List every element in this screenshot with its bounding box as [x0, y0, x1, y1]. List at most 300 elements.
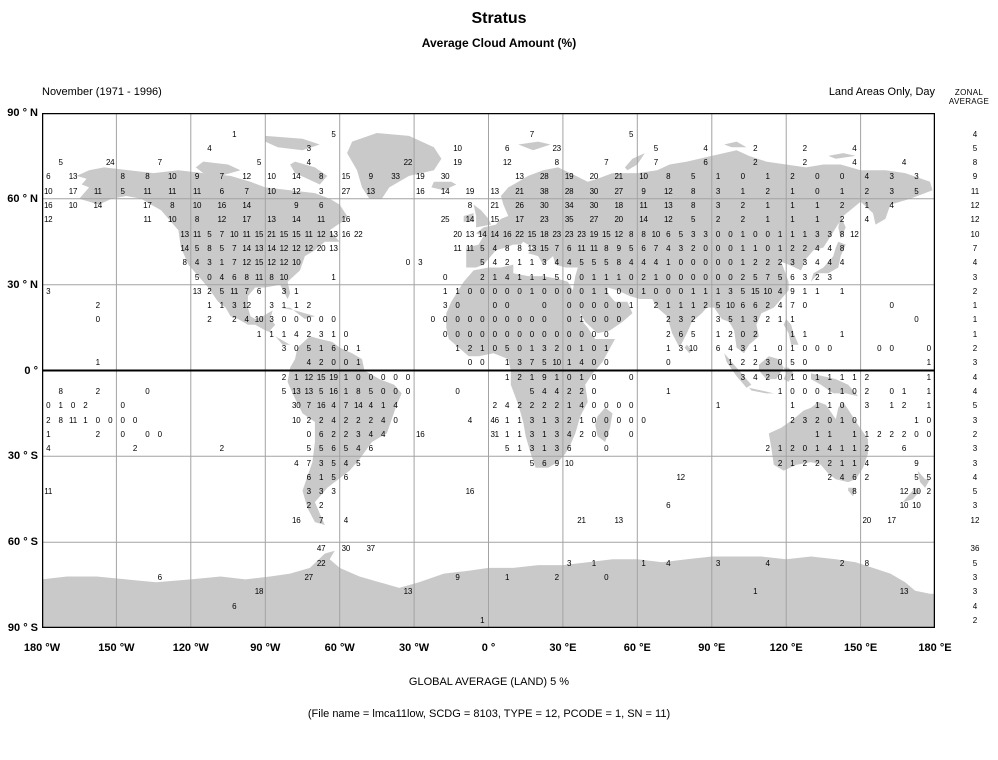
grid-value: 1: [790, 372, 795, 382]
grid-value: 30: [440, 172, 450, 182]
grid-value: 2: [815, 458, 820, 468]
grid-value: 6: [666, 229, 671, 239]
grid-value: 1: [790, 458, 795, 468]
grid-value: 3: [802, 415, 807, 425]
grid-value: 2: [306, 501, 311, 511]
grid-value: 2: [542, 401, 547, 411]
grid-value: 11: [193, 186, 201, 196]
grid-value: 5: [194, 272, 200, 282]
grid-value: 20: [614, 215, 623, 225]
grid-value: 23: [577, 229, 586, 239]
grid-value: 1: [728, 358, 733, 368]
grid-value: 6: [678, 329, 683, 339]
grid-value: 6: [901, 444, 907, 454]
grid-value: 2: [517, 372, 522, 382]
grid-value: 1: [579, 415, 584, 425]
grid-value: 5: [678, 229, 683, 239]
grid-value: 15: [527, 229, 537, 239]
grid-value: 1: [740, 186, 745, 196]
grid-value: 0: [356, 372, 361, 382]
grid-value: 0: [467, 315, 473, 325]
grid-value: 37: [366, 544, 375, 554]
grid-value: 0: [591, 301, 597, 311]
grid-value: 4: [331, 401, 336, 411]
grid-value: 5: [504, 444, 510, 454]
grid-value: 35: [564, 215, 574, 225]
grid-value: 2: [740, 272, 745, 282]
grid-value: 16: [341, 215, 351, 225]
grid-value: 0: [529, 315, 535, 325]
grid-value: 3: [740, 344, 745, 353]
grid-value: 6: [715, 344, 721, 353]
grid-value: 11: [465, 243, 474, 253]
grid-value: 17: [68, 186, 78, 196]
grid-value: 6: [318, 201, 324, 210]
longitude-tick-label: 60 °W: [324, 642, 355, 654]
grid-value: 2: [864, 387, 869, 396]
grid-value: 0: [889, 301, 894, 311]
grid-value: 5: [604, 258, 609, 268]
grid-value: 12: [242, 301, 251, 311]
grid-value: 1: [926, 387, 931, 396]
grid-value: 8: [517, 243, 522, 253]
grid-value: 0: [442, 272, 448, 282]
grid-value: 2: [554, 401, 559, 411]
grid-value: 1: [852, 458, 857, 468]
grid-value: 1: [331, 272, 336, 282]
grid-value: 27: [589, 215, 599, 225]
grid-value: 9: [455, 572, 460, 582]
grid-value: 5: [740, 286, 745, 296]
zonal-average-value: 3: [972, 358, 978, 368]
grid-value: 1: [604, 344, 609, 353]
grid-value: 2: [790, 415, 795, 425]
grid-value: 4: [777, 301, 783, 311]
grid-value: 4: [46, 444, 51, 454]
grid-value: 4: [889, 201, 894, 210]
zonal-average-value: 5: [972, 143, 978, 153]
grid-value: 4: [864, 458, 869, 468]
grid-value: 3: [281, 344, 287, 353]
grid-value: 16: [502, 229, 512, 239]
grid-value: 3: [318, 329, 324, 339]
grid-value: 1: [815, 215, 820, 225]
grid-value: 5: [579, 258, 584, 268]
grid-value: 1: [777, 444, 783, 454]
grid-value: 3: [715, 315, 721, 325]
grid-value: 1: [616, 272, 621, 282]
grid-value: 4: [294, 329, 299, 339]
grid-value: 1: [790, 215, 795, 225]
grid-value: 4: [306, 158, 311, 168]
grid-value: 0: [604, 444, 609, 454]
grid-value: 2: [839, 215, 845, 225]
grid-value: 5: [653, 143, 659, 153]
grid-value: 4: [728, 344, 733, 353]
grid-value: 0: [455, 301, 460, 311]
grid-value: 7: [529, 358, 535, 368]
grid-value: 4: [777, 286, 783, 296]
grid-value: 11: [44, 487, 53, 497]
grid-value: 5: [331, 129, 336, 139]
grid-value: 1: [740, 243, 745, 253]
grid-value: 3: [715, 201, 721, 210]
grid-value: 3: [554, 429, 559, 439]
zonal-average-value: 10: [970, 229, 980, 239]
grid-value: 5: [281, 387, 287, 396]
longitude-tick-label: 120 °W: [172, 642, 209, 654]
grid-value: 1: [815, 429, 820, 439]
grid-value: 9: [294, 201, 299, 210]
grid-value: 30: [589, 186, 599, 196]
grid-value: 23: [564, 229, 574, 239]
grid-value: 1: [777, 229, 783, 239]
grid-value: 4: [343, 515, 349, 525]
grid-value: 0: [715, 272, 721, 282]
grid-value: 0: [120, 415, 125, 425]
grid-value: 3: [914, 172, 919, 182]
grid-value: 15: [279, 229, 289, 239]
grid-value: 8: [554, 158, 559, 168]
grid-value: 6: [566, 444, 572, 454]
grid-value: 0: [554, 329, 559, 339]
grid-value: 12: [217, 215, 227, 225]
grid-value: 2: [753, 358, 758, 368]
grid-value: 4: [703, 143, 708, 153]
grid-value: 0: [802, 301, 807, 311]
grid-value: 18: [254, 587, 264, 597]
grid-value: 1: [753, 587, 758, 597]
grid-value: 9: [641, 186, 646, 196]
grid-value: 3: [517, 358, 522, 368]
grid-value: 1: [765, 172, 770, 182]
zonal-average-value: 8: [972, 158, 978, 168]
grid-value: 14: [242, 243, 251, 253]
grid-value: 12: [502, 158, 512, 168]
grid-value: 2: [492, 401, 497, 411]
grid-value: 4: [628, 258, 634, 268]
grid-value: 1: [566, 401, 572, 411]
grid-value: 12: [43, 215, 53, 225]
grid-value: 2: [579, 429, 584, 439]
grid-value: 28: [540, 172, 549, 182]
grid-value: 0: [46, 401, 51, 411]
grid-value: 1: [517, 272, 522, 282]
grid-value: 1: [207, 301, 212, 311]
grid-value: 30: [540, 201, 549, 210]
grid-value: 2: [46, 415, 51, 425]
grid-value: 0: [132, 415, 138, 425]
grid-value: 14: [490, 229, 499, 239]
zonal-average-value: 1: [972, 315, 978, 325]
zonal-average-value: 3: [972, 458, 978, 468]
grid-value: 24: [105, 158, 115, 168]
grid-value: 3: [690, 229, 696, 239]
grid-value: 14: [465, 215, 475, 225]
grid-value: 2: [318, 358, 324, 368]
grid-value: 2: [802, 243, 807, 253]
grid-value: 3: [207, 258, 212, 268]
grid-value: 15: [341, 172, 351, 182]
grid-value: 0: [802, 358, 807, 368]
longitude-tick-label: 30 °W: [399, 642, 430, 654]
grid-value: 7: [157, 158, 162, 168]
grid-value: 12: [292, 243, 301, 253]
grid-value: 1: [604, 272, 609, 282]
grid-value: 13: [68, 172, 78, 182]
grid-value: 23: [552, 143, 561, 153]
grid-value: 8: [170, 201, 175, 210]
grid-value: 10: [267, 186, 276, 196]
grid-value: 3: [554, 415, 559, 425]
grid-value: 7: [306, 401, 311, 411]
grid-value: 12: [664, 215, 673, 225]
zonal-header-line2: AVERAGE: [948, 97, 990, 106]
grid-value: 5: [529, 458, 535, 468]
grid-value: 10: [43, 186, 53, 196]
grid-value: 1: [839, 329, 845, 339]
grid-value: 0: [331, 315, 336, 325]
grid-value: 3: [269, 315, 274, 325]
grid-value: 1: [740, 258, 745, 268]
grid-value: 34: [564, 201, 574, 210]
grid-value: 2: [579, 387, 584, 396]
grid-value: 1: [715, 286, 721, 296]
grid-value: 0: [703, 272, 708, 282]
grid-value: 3: [802, 258, 807, 268]
grid-value: 1: [802, 329, 807, 339]
grid-value: 16: [43, 201, 53, 210]
page-title: Stratus: [471, 10, 527, 27]
grid-value: 19: [564, 172, 574, 182]
grid-value: 4: [815, 258, 820, 268]
grid-value: 0: [591, 372, 597, 382]
grid-value: 10: [726, 301, 735, 311]
grid-value: 0: [157, 429, 162, 439]
grid-value: 2: [666, 315, 671, 325]
file-info-label: (File name = lmca11low, SCDG = 8103, TYPE = 12, PCODE = 1, SN = 11): [307, 708, 671, 720]
grid-value: 6: [753, 301, 758, 311]
grid-value: 2: [529, 401, 535, 411]
grid-value: 10: [912, 501, 921, 511]
grid-value: 1: [790, 329, 795, 339]
grid-value: 1: [641, 286, 646, 296]
grid-value: 0: [294, 315, 299, 325]
grid-value: 0: [666, 358, 671, 368]
grid-value: 2: [765, 315, 770, 325]
grid-value: 11: [230, 286, 239, 296]
grid-value: 2: [864, 372, 869, 382]
grid-value: 0: [542, 301, 547, 311]
grid-value: 8: [194, 215, 200, 225]
grid-value: 0: [306, 429, 311, 439]
grid-value: 6: [790, 272, 795, 282]
longitude-tick-label: 90 °E: [698, 642, 726, 654]
grid-value: 5: [554, 272, 559, 282]
grid-value: 21: [490, 201, 499, 210]
grid-value: 22: [316, 558, 326, 568]
grid-value: 4: [504, 401, 510, 411]
grid-value: 4: [331, 415, 336, 425]
grid-value: 0: [368, 372, 373, 382]
grid-value: 11: [143, 215, 152, 225]
grid-value: 0: [889, 387, 894, 396]
grid-value: 11: [317, 215, 326, 225]
zonal-average-value: 2: [972, 344, 978, 353]
grid-value: 8: [628, 229, 634, 239]
grid-value: 0: [343, 344, 349, 353]
grid-value: 15: [254, 229, 264, 239]
grid-value: 0: [517, 329, 522, 339]
grid-value: 1: [715, 401, 721, 411]
grid-value: 1: [765, 215, 770, 225]
longitude-tick-label: 90 °W: [250, 642, 281, 654]
grid-value: 0: [815, 172, 820, 182]
grid-value: 6: [666, 501, 671, 511]
grid-value: 0: [343, 329, 349, 339]
grid-value: 21: [614, 172, 623, 182]
grid-value: 2: [467, 344, 473, 353]
grid-value: 4: [244, 315, 249, 325]
grid-value: 0: [802, 444, 807, 454]
grid-value: 1: [839, 286, 845, 296]
grid-value: 0: [95, 415, 100, 425]
grid-value: 18: [540, 229, 549, 239]
grid-value: 0: [728, 258, 733, 268]
grid-value: 7: [790, 301, 795, 311]
grid-value: 1: [95, 358, 100, 368]
grid-value: 2: [95, 387, 100, 396]
grid-value: 0: [926, 415, 931, 425]
grid-value: 4: [827, 243, 832, 253]
grid-value: 7: [318, 515, 324, 525]
latitude-tick-label: 30 ° N: [7, 278, 38, 291]
grid-value: 11: [168, 186, 177, 196]
grid-value: 1: [442, 286, 448, 296]
latitude-tick-label: 90 ° N: [7, 107, 38, 119]
zonal-average-value: 3: [972, 415, 978, 425]
grid-value: 12: [279, 243, 289, 253]
grid-value: 0: [678, 286, 683, 296]
grid-value: 0: [616, 315, 621, 325]
grid-value: 7: [219, 229, 224, 239]
latitude-tick-label: 30 ° S: [7, 450, 38, 463]
zonal-average-header: [940, 88, 998, 106]
zonal-average-value: 4: [972, 601, 978, 611]
grid-value: 1: [901, 387, 907, 396]
grid-value: 27: [614, 186, 623, 196]
grid-value: 14: [440, 186, 450, 196]
grid-value: 21: [267, 229, 276, 239]
grid-value: 38: [540, 186, 549, 196]
grid-value: 1: [715, 172, 721, 182]
grid-value: 13: [527, 243, 537, 253]
grid-value: 9: [368, 172, 373, 182]
grid-value: 2: [864, 472, 869, 482]
grid-value: 3: [715, 558, 721, 568]
grid-value: 15: [292, 229, 301, 239]
grid-value: 10: [453, 143, 462, 153]
grid-value: 14: [267, 243, 276, 253]
grid-value: 1: [666, 387, 671, 396]
grid-value: 5: [58, 158, 63, 168]
grid-value: 0: [591, 429, 597, 439]
grid-value: 1: [815, 401, 820, 411]
grid-value: 3: [281, 286, 287, 296]
grid-value: 4: [753, 372, 758, 382]
grid-value: 11: [255, 272, 263, 282]
grid-value: 2: [777, 258, 783, 268]
period-label: November (1971 - 1996): [42, 86, 162, 98]
grid-value: 1: [46, 429, 51, 439]
grid-value: 0: [380, 387, 386, 396]
grid-value: 4: [641, 258, 646, 268]
grid-value: 8: [269, 272, 274, 282]
grid-value: 10: [639, 172, 648, 182]
zonal-average-value: 1: [972, 301, 978, 311]
grid-value: 5: [753, 272, 758, 282]
grid-value: 4: [827, 444, 832, 454]
grid-value: 3: [356, 429, 361, 439]
zonal-average-value: 2: [972, 286, 978, 296]
grid-value: 3: [318, 487, 324, 497]
grid-value: 0: [591, 329, 597, 339]
grid-value: 0: [517, 315, 522, 325]
grid-value: 2: [790, 243, 795, 253]
grid-value: 0: [542, 286, 547, 296]
grid-value: 3: [864, 401, 869, 411]
grid-value: 16: [416, 429, 425, 439]
grid-value: 1: [517, 415, 522, 425]
grid-value: 1: [504, 429, 510, 439]
grid-value: 8: [604, 243, 609, 253]
grid-value: 0: [765, 229, 770, 239]
grid-value: 10: [912, 487, 921, 497]
grid-value: 1: [331, 329, 336, 339]
grid-value: 2: [790, 172, 795, 182]
grid-value: 5: [542, 358, 547, 368]
grid-value: 2: [132, 444, 138, 454]
grid-value: 1: [529, 272, 535, 282]
grid-value: 0: [604, 315, 609, 325]
grid-value: 12: [292, 186, 301, 196]
grid-value: 2: [901, 429, 907, 439]
grid-value: 11: [304, 229, 313, 239]
grid-value: 2: [554, 572, 559, 582]
grid-value: 16: [292, 515, 301, 525]
grid-value: 2: [765, 372, 770, 382]
grid-value: 5: [318, 387, 324, 396]
grid-value: 4: [380, 415, 386, 425]
grid-value: 0: [628, 372, 634, 382]
grid-value: 12: [304, 243, 313, 253]
grid-value: 16: [341, 229, 351, 239]
grid-value: 5: [343, 444, 349, 454]
grid-value: 3: [542, 258, 547, 268]
grid-value: 1: [815, 201, 820, 210]
grid-value: 1: [889, 401, 894, 411]
grid-value: 2: [827, 458, 832, 468]
grid-value: 10: [552, 358, 561, 368]
grid-value: 2: [715, 215, 721, 225]
grid-value: 4: [765, 558, 770, 568]
grid-value: 0: [455, 329, 460, 339]
grid-value: 0: [430, 315, 435, 325]
grid-value: 4: [368, 429, 373, 439]
grid-value: 0: [715, 243, 721, 253]
grid-value: 5: [219, 286, 224, 296]
grid-value: 2: [690, 243, 696, 253]
